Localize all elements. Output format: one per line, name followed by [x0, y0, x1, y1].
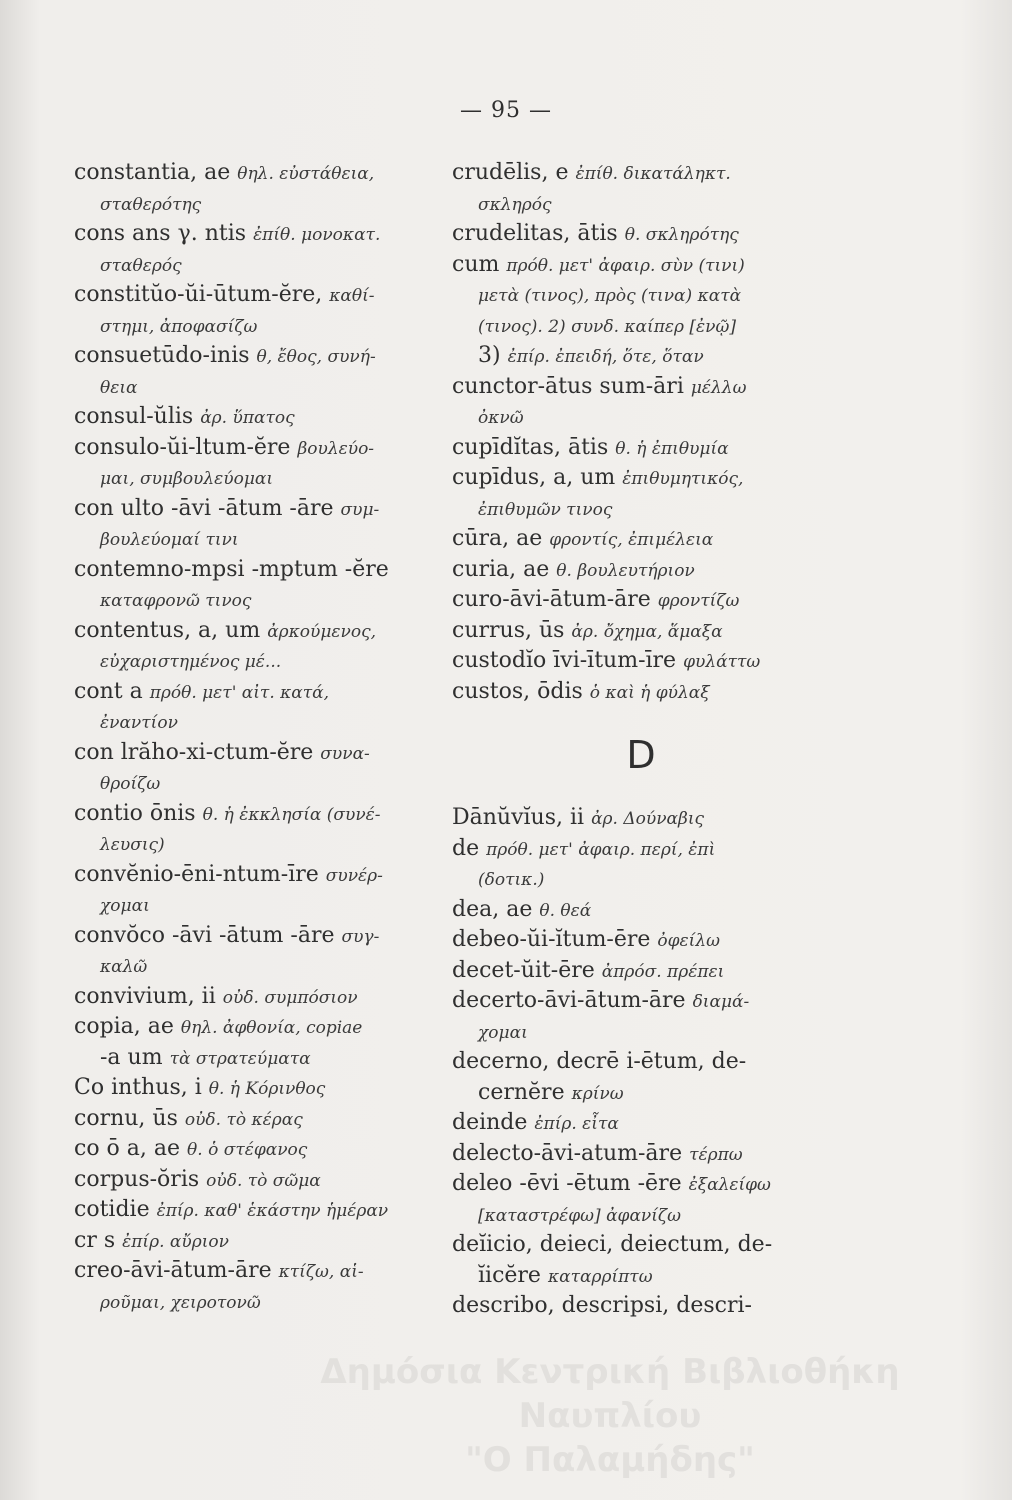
latin-headword: currus, ūs [452, 617, 572, 643]
latin-headword: cons ans γ. ntis [74, 221, 254, 246]
greek-definition: λευσις) [100, 835, 165, 855]
dictionary-line [74, 1226, 436, 1257]
dictionary-line [74, 677, 436, 708]
dictionary-line [452, 189, 832, 220]
dictionary-line [452, 834, 832, 865]
right-column-top-entries [452, 158, 832, 707]
greek-definition: ἀρ. ὄχημα, ἅμαξα [571, 621, 723, 642]
dictionary-line [74, 951, 436, 982]
latin-headword: cont a [74, 678, 150, 704]
dictionary-line [452, 956, 832, 987]
greek-definition: θ. ἡ ἐπιθυμία [615, 438, 729, 459]
latin-headword: cunctor-ātus sum-āri [452, 373, 691, 399]
greek-definition: θ, ἔθος, συνή- [256, 347, 376, 367]
latin-headword: constitŭo-ŭi-ūtum-ĕre, [74, 282, 330, 307]
dictionary-line [74, 921, 436, 952]
greek-definition: τὰ στρατεύματα [169, 1048, 311, 1069]
greek-definition: μαι, συμβουλεύομαι [100, 469, 274, 489]
section-letter-heading [452, 707, 832, 803]
dictionary-line [452, 219, 832, 250]
page-number: — 95 — [460, 98, 552, 123]
greek-definition: φροντίζω [657, 591, 740, 611]
dictionary-line [74, 799, 436, 830]
greek-definition: συγ- [341, 926, 380, 947]
greek-definition: φυλάττω [683, 652, 761, 672]
dictionary-line [74, 1012, 436, 1043]
greek-definition: συνα- [320, 743, 370, 764]
latin-headword: cernĕre [478, 1079, 572, 1105]
greek-definition: χομαι [478, 1022, 528, 1043]
dictionary-line [74, 616, 436, 647]
latin-headword: deĭicio, deieci, deiectum, de- [452, 1232, 773, 1257]
dictionary-line [452, 1291, 832, 1322]
greek-definition: θ. ἡ ἐκκλησία (συνέ- [202, 804, 381, 825]
greek-definition: ὀκνῶ [478, 408, 524, 428]
latin-headword: deleo -ēvi -ētum -ēre [452, 1171, 689, 1196]
greek-definition: ἐξαλείφω [688, 1175, 771, 1195]
latin-headword: cr s [74, 1227, 123, 1253]
dictionary-line [452, 341, 832, 372]
greek-definition: οὐδ. τὸ κέρας [184, 1109, 303, 1130]
latin-headword: -a um [100, 1044, 170, 1070]
latin-headword: copia, ae [74, 1014, 181, 1039]
latin-headword: contemno-mpsi -mptum -ĕre [74, 556, 389, 582]
greek-definition: ὀφείλω [657, 931, 720, 951]
latin-headword: crudelitas, ātis [452, 221, 625, 246]
dictionary-line [74, 219, 436, 250]
dictionary-line [452, 372, 832, 403]
greek-definition: συνέρ- [325, 865, 383, 886]
dictionary-line [452, 1047, 832, 1078]
dictionary-line [74, 829, 436, 860]
greek-definition: εὐχαριστημένος μέ... [100, 652, 282, 672]
greek-definition: φροντίς, ἐπιμέλεια [549, 530, 714, 550]
latin-headword: cupīdĭtas, ātis [452, 434, 616, 460]
dictionary-line [74, 158, 436, 189]
greek-definition: ἀρκούμενος, [267, 621, 377, 642]
dictionary-line [74, 707, 436, 738]
dictionary-line [452, 1108, 832, 1139]
greek-definition: ροῦμαι, χειροτονῶ [100, 1292, 261, 1313]
greek-definition: ἀρ. ὕπατος [200, 408, 295, 428]
greek-definition: θ. σκληρότης [624, 225, 739, 245]
latin-headword: Dānŭvĭus, ii [452, 805, 592, 830]
greek-definition: (δοτικ.) [478, 870, 545, 890]
watermark-line-1: Δημόσια Κεντρική Βιβλιοθήκη Ναυπλίου [320, 1352, 900, 1436]
latin-headword: decet-ŭit-ēre [452, 957, 602, 983]
dictionary-line [74, 280, 436, 311]
greek-definition: ἐναντίον [100, 713, 178, 733]
latin-headword: convivium, ii [74, 983, 223, 1009]
greek-definition: πρόθ. μετ' ἀφαιρ. περί, ἐπὶ [486, 839, 716, 860]
latin-headword: constantia, ae [74, 160, 238, 185]
greek-definition: ἐπίρ. ἐπειδή, ὅτε, ὅταν [507, 347, 704, 367]
dictionary-line [452, 616, 832, 647]
dictionary-line [452, 524, 832, 555]
dictionary-line [452, 1230, 832, 1261]
dictionary-line [74, 402, 436, 433]
greek-definition: καλῶ [100, 957, 148, 977]
dictionary-line [452, 494, 832, 525]
greek-definition: θ. ἡ Κόρινθος [208, 1079, 326, 1099]
dictionary-line [452, 250, 832, 281]
dictionary-line [74, 585, 436, 616]
greek-definition: βουλεύομαί τινι [100, 530, 239, 550]
dictionary-line [74, 555, 436, 586]
greek-definition: σκληρός [478, 194, 552, 215]
greek-definition: θροίζω [100, 774, 161, 794]
latin-headword: decerno, decrē i-ētum, de- [452, 1049, 747, 1074]
dictionary-line [74, 1134, 436, 1165]
latin-headword: decerto-āvi-ātum-āre [452, 988, 693, 1013]
latin-headword: custos, ōdis [452, 678, 590, 704]
latin-headword: cornu, ūs [74, 1105, 185, 1131]
greek-definition: οὐδ. συμπόσιον [222, 987, 358, 1008]
dictionary-line [74, 1287, 436, 1318]
greek-definition: (τινος). 2) συνδ. καίπερ [ἐνῷ] [478, 316, 736, 337]
greek-definition: σταθερός [100, 255, 182, 276]
dictionary-line [74, 311, 436, 342]
dictionary-line [74, 189, 436, 220]
greek-definition: ὁ καὶ ἡ φύλαξ [589, 682, 710, 703]
dictionary-line [74, 250, 436, 281]
latin-headword: consuetūdo-inis [74, 343, 257, 368]
library-watermark [230, 1350, 990, 1482]
greek-definition: θ. θεά [539, 900, 592, 921]
dictionary-line [74, 1104, 436, 1135]
watermark-line-2: "Ο Παλαμήδης" [465, 1440, 755, 1480]
left-column [74, 158, 436, 1317]
greek-definition: πρόθ. μετ' αἰτ. κατά, [149, 682, 330, 703]
dictionary-line [452, 925, 832, 956]
greek-definition: θηλ. ἀφθονία, copiae [180, 1018, 363, 1038]
greek-definition: συμ- [340, 499, 380, 520]
dictionary-line [452, 158, 832, 189]
latin-headword: de [452, 835, 487, 861]
latin-headword: consul-ŭlis [74, 404, 201, 429]
greek-definition: ἐπιθυμῶν τινος [478, 499, 613, 520]
dictionary-line [452, 1078, 832, 1109]
latin-headword: debeo-ŭi-ĭtum-ēre [452, 927, 658, 952]
greek-definition: στημι, ἀποφασίζω [100, 316, 258, 337]
greek-definition: ἐπίρ. αὔριον [122, 1231, 229, 1252]
greek-definition: θ. βουλευτήριον [556, 560, 695, 581]
dictionary-line [74, 372, 436, 403]
greek-definition: μέλλω [690, 377, 747, 398]
latin-headword: Co inthus, i [74, 1075, 209, 1100]
greek-definition: θηλ. εὐστάθεια, [237, 164, 375, 184]
latin-headword: curo-āvi-ātum-āre [452, 587, 658, 612]
greek-definition: ἐπίθ. μονοκατ. [253, 225, 381, 245]
dictionary-line [74, 1043, 436, 1074]
greek-definition: πρόθ. μετ' ἀφαιρ. σὺν (τινι) [506, 255, 745, 276]
dictionary-line [74, 982, 436, 1013]
dictionary-line [452, 1139, 832, 1170]
greek-definition: καταρρίπτω [547, 1266, 653, 1287]
greek-definition: βουλεύο- [297, 438, 375, 459]
dictionary-line [452, 646, 832, 677]
dictionary-line [74, 433, 436, 464]
latin-headword: crudēlis, e [452, 160, 576, 185]
latin-headword: creo-āvi-ātum-āre [74, 1258, 279, 1283]
latin-headword: con ulto -āvi -ātum -āre [74, 495, 341, 521]
dictionary-line [452, 280, 832, 311]
greek-definition: θεια [100, 377, 138, 398]
dictionary-line [452, 585, 832, 616]
dictionary-line [452, 677, 832, 708]
greek-definition: ἐπίρ. καθ' ἑκάστην ἡμέραν [156, 1201, 389, 1221]
latin-headword: custodĭo īvi-ītum-īre [452, 648, 684, 673]
dictionary-line [74, 1195, 436, 1226]
greek-definition: ἐπίρ. εἶτα [534, 1114, 619, 1134]
dictionary-line [452, 1169, 832, 1200]
latin-headword: describo, descripsi, descri- [452, 1293, 752, 1318]
latin-headword: cupīdus, a, um [452, 465, 623, 490]
dictionary-line [452, 895, 832, 926]
latin-headword: con lrăho-xi-ctum-ĕre [74, 739, 321, 765]
latin-headword: curia, ae [452, 556, 557, 582]
dictionary-line [74, 463, 436, 494]
latin-headword: cum [452, 251, 507, 277]
dictionary-line [74, 646, 436, 677]
dictionary-line [452, 986, 832, 1017]
dictionary-line [452, 402, 832, 433]
greek-definition: ἀπρόσ. πρέπει [601, 961, 725, 982]
dictionary-line [452, 1261, 832, 1292]
greek-definition: κρίνω [571, 1083, 624, 1104]
dictionary-line [452, 1200, 832, 1231]
dictionary-line [452, 803, 832, 834]
greek-definition: διαμά- [692, 992, 750, 1012]
dictionary-line [74, 341, 436, 372]
dictionary-line [452, 1017, 832, 1048]
greek-definition: ἐπίθ. δικατάληκτ. [575, 164, 731, 184]
greek-definition: οὐδ. τὸ σῶμα [206, 1170, 321, 1191]
greek-definition: καθί- [329, 286, 375, 306]
latin-headword: convĕnio-ēni-ntum-īre [74, 861, 326, 887]
dictionary-line [452, 555, 832, 586]
greek-definition: τέρπω [689, 1144, 743, 1165]
dictionary-line [74, 890, 436, 921]
dictionary-line [452, 864, 832, 895]
dictionary-line [74, 494, 436, 525]
dictionary-line [74, 1256, 436, 1287]
latin-headword: cotidie [74, 1197, 157, 1222]
greek-definition: καταφρονῶ τινος [100, 591, 252, 611]
dictionary-line [74, 524, 436, 555]
latin-headword: co ō a, ae [74, 1136, 188, 1161]
latin-headword: corpus-ŏris [74, 1166, 207, 1192]
latin-headword: 3) [478, 343, 508, 368]
dictionary-line [452, 311, 832, 342]
greek-definition: ἐπιθυμητικός, [622, 469, 744, 489]
right-column [452, 158, 832, 1322]
latin-headword: cūra, ae [452, 526, 550, 551]
latin-headword: convŏco -āvi -ātum -āre [74, 922, 342, 948]
latin-headword: ĭicĕre [478, 1262, 548, 1288]
latin-headword: contio ōnis [74, 800, 203, 826]
latin-headword: consulo-ŭi-ltum-ĕre [74, 434, 298, 460]
section-letter: D [626, 733, 658, 777]
latin-headword: contentus, a, um [74, 617, 268, 643]
dictionary-line [74, 1165, 436, 1196]
right-column-bottom-entries [452, 803, 832, 1322]
greek-definition: μετὰ (τινος), πρὸς (τινα) κατὰ [478, 286, 742, 306]
dictionary-line [74, 860, 436, 891]
latin-headword: deinde [452, 1110, 535, 1135]
greek-definition: ἀρ. Δούναβις [591, 809, 705, 829]
dictionary-line [74, 738, 436, 769]
greek-definition: κτίζω, αἱ- [278, 1262, 364, 1282]
greek-definition: σταθερότης [100, 194, 202, 215]
greek-definition: θ. ὁ στέφανος [187, 1140, 308, 1160]
latin-headword: delecto-āvi-atum-āre [452, 1140, 690, 1166]
greek-definition: [καταστρέφω] ἀφανίζω [478, 1205, 682, 1226]
greek-definition: χομαι [100, 896, 150, 916]
dictionary-line [452, 433, 832, 464]
latin-headword: dea, ae [452, 896, 540, 922]
dictionary-line [74, 768, 436, 799]
dictionary-line [74, 1073, 436, 1104]
dictionary-line [452, 463, 832, 494]
